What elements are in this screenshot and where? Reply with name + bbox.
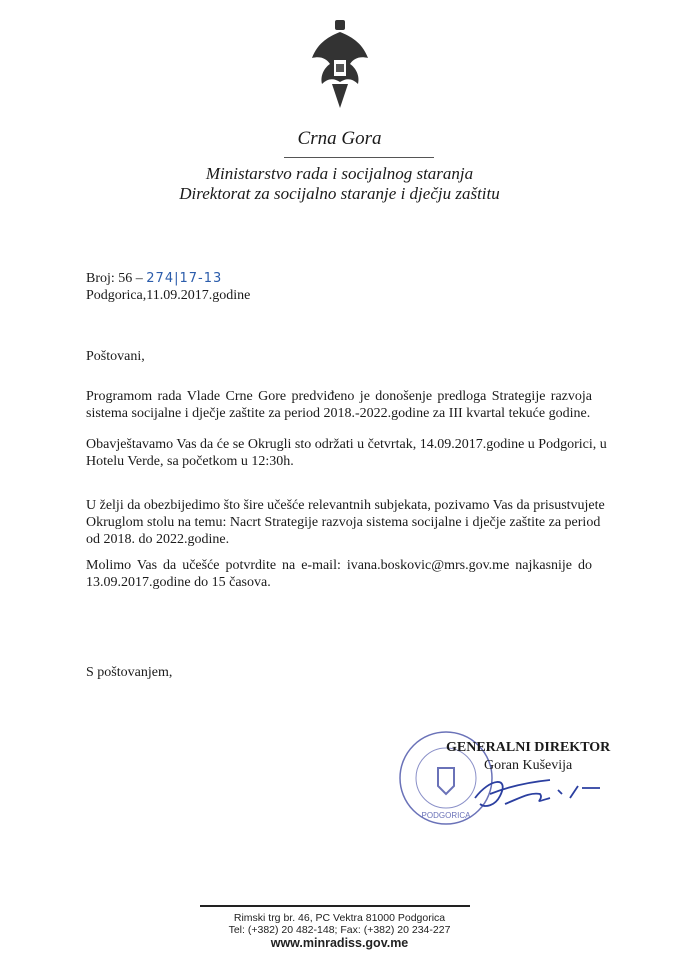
paragraph-line: U želji da obezbijedimo što šire učešće relevantnih subjekata, pozivamo Vas da prisustvujete bbox=[86, 498, 605, 513]
paragraph-3 bbox=[86, 497, 605, 548]
signatory-name: Goran Kuševija bbox=[484, 758, 573, 773]
closing: S poštovanjem, bbox=[86, 665, 173, 680]
paragraph-2 bbox=[86, 436, 607, 470]
handwritten-signature-icon bbox=[470, 768, 610, 818]
paragraph-line: Okruglom stolu na temu: Nacrt Strategije razvoja sistema socijalne i dječje zaštite za period bbox=[86, 515, 601, 530]
svg-text:PODGORICA: PODGORICA bbox=[421, 811, 471, 820]
paragraph-line: Hotelu Verde, sa početkom u 12:30h. bbox=[86, 454, 294, 469]
place-date: Podgorica,11.09.2017.godine bbox=[86, 288, 251, 303]
signatory-title: GENERALNI DIREKTOR bbox=[446, 740, 611, 755]
country-name: Crna Gora bbox=[297, 128, 382, 149]
reference-number-label: Broj: 56 – bbox=[86, 271, 143, 286]
paragraph-1 bbox=[86, 388, 592, 422]
footer-website[interactable]: www.minradiss.gov.me bbox=[270, 936, 409, 950]
paragraph-line: sistema socijalne i dječje zaštite za period 2018.-2022.godine za III kvartal tekuće godine. bbox=[86, 406, 591, 421]
paragraph-line: od 2018. do 2022.godine. bbox=[86, 532, 230, 547]
ministry-header bbox=[0, 164, 679, 204]
ministry-name: Ministarstvo rada i socijalnog staranja bbox=[205, 164, 474, 183]
paragraph-line: 13.09.2017.godine do 15 časova. bbox=[86, 575, 271, 590]
paragraph-line: Programom rada Vlade Crne Gore predviđeno je donošenje predloga Strategije razvoja bbox=[86, 389, 592, 404]
footer-divider bbox=[200, 905, 470, 907]
reference-number-handwritten: 274|17-13 bbox=[146, 271, 223, 286]
directorate-name: Direktorat za socijalno staranje i dječju zaštitu bbox=[179, 184, 500, 203]
coat-of-arms-icon bbox=[308, 18, 372, 114]
paragraph-line-with-email: Molimo Vas da učešće potvrdite na e-mail: ivana.boskovic@mrs.gov.me najkasnije do bbox=[86, 558, 592, 573]
reference-block bbox=[86, 270, 250, 304]
greeting: Poštovani, bbox=[86, 349, 145, 364]
header-divider bbox=[284, 157, 434, 158]
paragraph-4 bbox=[86, 557, 592, 591]
paragraph-line: Obavještavamo Vas da će se Okrugli sto održati u četvrtak, 14.09.2017.godine u Podgorici, u bbox=[86, 437, 607, 452]
footer-address: Rimski trg br. 46, PC Vektra 81000 Podgorica bbox=[233, 912, 446, 924]
footer-contact: Tel: (+382) 20 482-148; Fax: (+382) 20 234-227 bbox=[228, 924, 451, 936]
